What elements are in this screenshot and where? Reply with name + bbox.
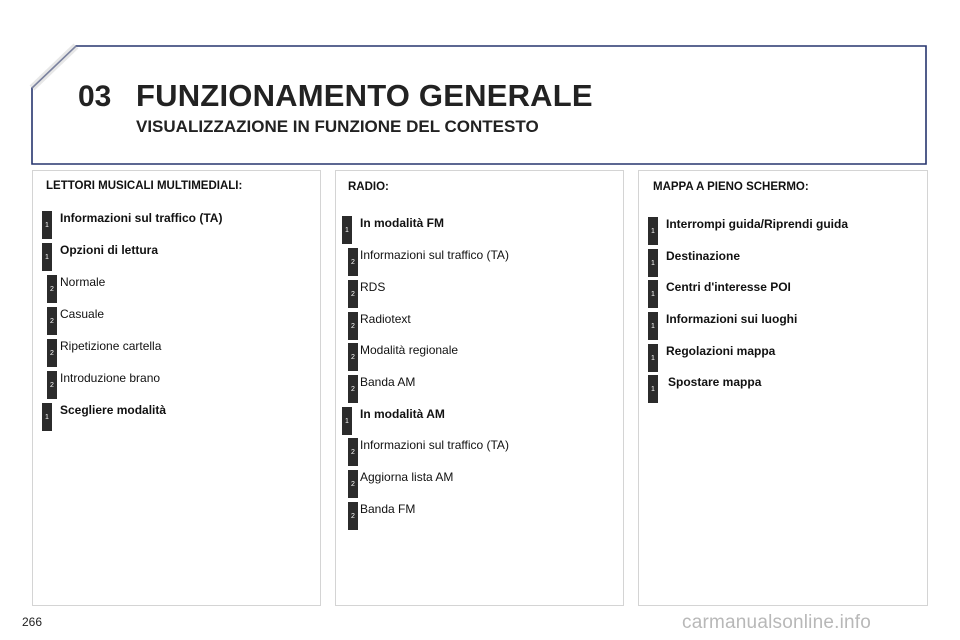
item-label: Radiotext xyxy=(360,312,411,326)
page-title: FUNZIONAMENTO GENERALE xyxy=(136,78,593,113)
item-label: Casuale xyxy=(60,307,105,321)
level-badge: 1 xyxy=(42,243,52,271)
level-badge: 1 xyxy=(648,312,658,340)
item-label: Spostare mappa xyxy=(668,375,762,389)
level-badge: 2 xyxy=(348,375,358,403)
level-badge: 2 xyxy=(348,248,358,276)
item-label: Opzioni di lettura xyxy=(60,243,158,257)
item-label: Informazioni sui luoghi xyxy=(666,312,798,326)
level-badge: 1 xyxy=(342,216,352,244)
watermark: carmanualsonline.info xyxy=(682,612,872,633)
column-heading-map: MAPPA A PIENO SCHERMO: xyxy=(653,181,809,193)
level-badge: 1 xyxy=(648,375,658,403)
level-badge: 2 xyxy=(348,280,358,308)
item-label: Centri d'interesse POI xyxy=(666,280,791,294)
level-badge: 2 xyxy=(348,312,358,340)
item-label: Interrompi guida/Riprendi guida xyxy=(666,217,849,231)
item-label: Informazioni sul traffico (TA) xyxy=(360,438,509,452)
item-label: Ripetizione cartella xyxy=(60,339,162,353)
level-badge: 1 xyxy=(42,211,52,239)
level-badge: 1 xyxy=(648,280,658,308)
item-label: Informazioni sul traffico (TA) xyxy=(60,211,223,225)
item-label: RDS xyxy=(360,280,386,294)
item-label: Destinazione xyxy=(666,249,741,263)
level-badge: 2 xyxy=(47,275,57,303)
level-badge: 1 xyxy=(648,344,658,372)
item-label: Modalità regionale xyxy=(360,343,459,357)
item-label: Aggiorna lista AM xyxy=(360,470,454,484)
level-badge: 2 xyxy=(348,502,358,530)
item-label: Scegliere modalità xyxy=(60,403,167,417)
level-badge: 2 xyxy=(47,339,57,367)
level-badge: 1 xyxy=(342,407,352,435)
item-label: In modalità FM xyxy=(360,216,444,230)
item-label: Banda FM xyxy=(360,502,416,516)
level-badge: 2 xyxy=(47,307,57,335)
column-heading-multimedia: LETTORI MUSICALI MULTIMEDIALI: xyxy=(46,180,243,192)
item-label: Introduzione brano xyxy=(60,371,161,385)
level-badge: 1 xyxy=(42,403,52,431)
item-label: Informazioni sul traffico (TA) xyxy=(360,248,509,262)
level-badge: 1 xyxy=(648,217,658,245)
level-badge: 2 xyxy=(348,470,358,498)
column-heading-radio: RADIO: xyxy=(348,181,389,193)
column-multimedia xyxy=(32,170,321,606)
item-label: Regolazioni mappa xyxy=(666,344,776,358)
page-number: 266 xyxy=(22,615,43,629)
level-badge: 2 xyxy=(47,371,57,399)
page-subtitle: VISUALIZZAZIONE IN FUNZIONE DEL CONTESTO xyxy=(136,117,539,136)
chapter-number: 03 xyxy=(78,80,112,113)
level-badge: 1 xyxy=(648,249,658,277)
item-label: In modalità AM xyxy=(360,407,445,421)
item-label: Normale xyxy=(60,275,106,289)
level-badge: 2 xyxy=(348,343,358,371)
item-label: Banda AM xyxy=(360,375,416,389)
level-badge: 2 xyxy=(348,438,358,466)
